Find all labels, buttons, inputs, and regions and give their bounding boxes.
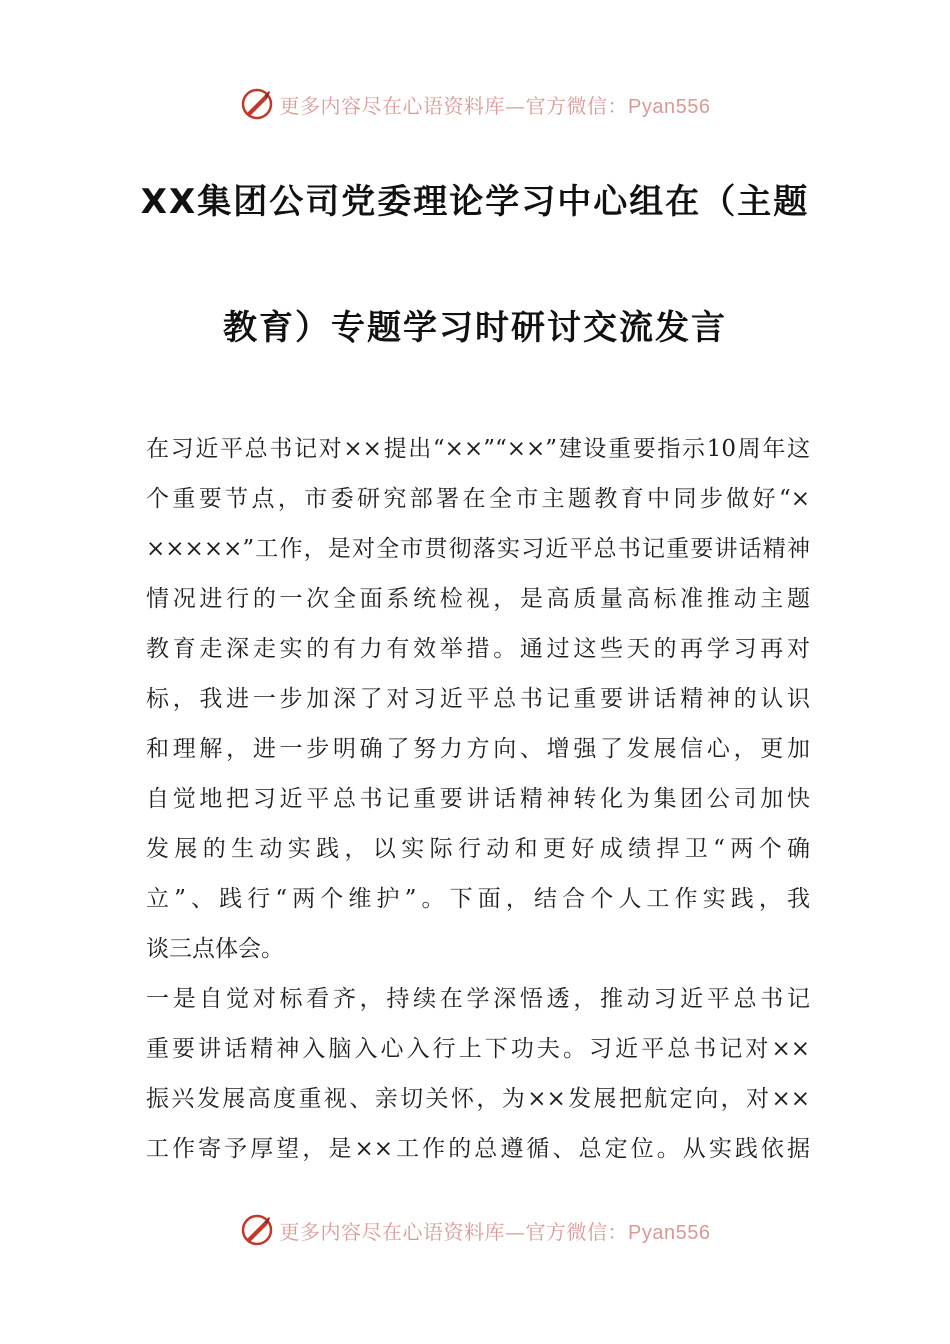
paragraph-1-line-6: 标，我进一步加深了对习近平总书记重要讲话精神的认识 <box>146 686 810 712</box>
paragraph-1-line-4: 情况进行的一次全面系统检视，是高质量高标准推动主题 <box>146 586 810 612</box>
paragraph-2-line-4: 工作寄予厚望，是××工作的总遵循、总定位。从实践依据 <box>146 1136 810 1162</box>
paragraph-1-line-11: 谈三点体会。 <box>146 936 284 962</box>
paragraph-1-line-8: 自觉地把习近平总书记重要讲话精神转化为集团公司加快 <box>146 786 810 812</box>
paragraph-1-line-10: 立”、践行“两个维护”。下面，结合个人工作实践，我 <box>146 886 810 912</box>
paragraph-1-line-1: 在习近平总书记对××提出“××”“××”建设重要指示10周年这 <box>146 436 810 462</box>
watermark-banner-bottom <box>0 1210 950 1250</box>
paragraph-1-line-7: 和理解，进一步明确了努力方向、增强了发展信心，更加 <box>146 736 810 762</box>
watermark-text <box>280 90 711 119</box>
pen-logo-icon <box>240 1213 274 1247</box>
pen-logo-icon <box>240 87 274 121</box>
paragraph-2-line-2: 重要讲话精神入脑入心入行上下功夫。习近平总书记对×× <box>146 1036 810 1062</box>
watermark-wechat-id: Pyan556 <box>628 1221 711 1244</box>
paragraph-2-line-3: 振兴发展高度重视、亲切关怀，为××发展把航定向，对×× <box>146 1086 810 1112</box>
document-title-line-1: XX集团公司党委理论学习中心组在（主题 <box>140 182 810 222</box>
paragraph-1-line-2: 个重要节点，市委研究部署在全市主题教育中同步做好“× <box>146 486 810 512</box>
watermark-wechat-id: Pyan556 <box>628 95 711 118</box>
document-title-line-2: 教育）专题学习时研讨交流发言 <box>223 308 727 348</box>
watermark-label: 更多内容尽在心语资料库—官方微信： <box>279 1219 629 1244</box>
paragraph-1-line-9: 发展的生动实践，以实际行动和更好成绩捍卫“两个确 <box>146 836 810 862</box>
paragraph-1-line-3: ×××××”工作，是对全市贯彻落实习近平总书记重要讲话精神 <box>146 536 810 562</box>
document-body <box>146 424 810 1174</box>
watermark-banner-top <box>0 84 950 124</box>
paragraph-2-line-1: 一是自觉对标看齐，持续在学深悟透，推动习近平总书记 <box>146 986 810 1012</box>
watermark-text <box>280 1216 711 1245</box>
watermark-label: 更多内容尽在心语资料库—官方微信： <box>279 93 629 118</box>
paragraph-1-line-5: 教育走深走实的有力有效举措。通过这些天的再学习再对 <box>146 636 810 662</box>
